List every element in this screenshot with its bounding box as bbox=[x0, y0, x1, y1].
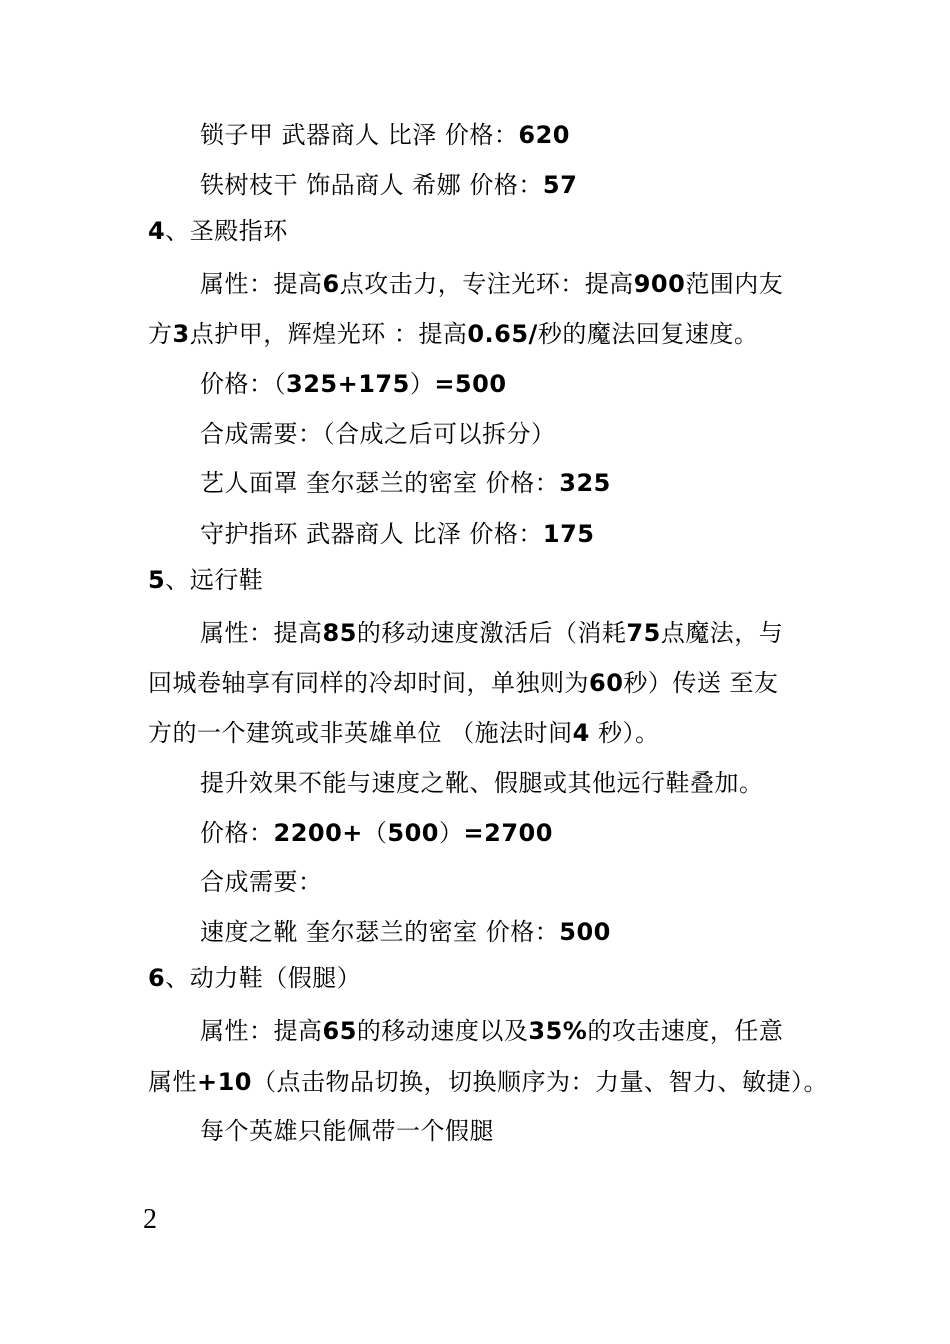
text-segment: 、动力鞋（假腿） bbox=[165, 964, 362, 992]
text-line bbox=[200, 916, 611, 948]
text-segment: 铁树枝干 饰品商人 希娜 价格： bbox=[200, 171, 543, 199]
text-line bbox=[200, 418, 556, 450]
bold-text: +10 bbox=[197, 1068, 253, 1096]
text-segment: 、远行鞋 bbox=[165, 566, 264, 594]
bold-text: 900 bbox=[633, 270, 686, 298]
text-segment: 合成需要： bbox=[200, 868, 323, 896]
text-segment: 方 bbox=[148, 320, 173, 348]
text-segment: 属性：提高 bbox=[200, 619, 323, 647]
section-heading bbox=[148, 564, 263, 596]
bold-text: 175 bbox=[542, 520, 595, 548]
text-segment: 价格： bbox=[200, 819, 274, 847]
text-segment: 合成需要：（合成之后可以拆分） bbox=[200, 420, 556, 448]
text-line bbox=[148, 717, 659, 749]
text-segment: 点护甲，辉煌光环 ：提高 bbox=[189, 320, 468, 348]
text-line bbox=[200, 268, 783, 300]
bold-text: 500 bbox=[559, 918, 611, 946]
bold-text: 75 bbox=[626, 619, 661, 647]
bold-text: 500 bbox=[387, 819, 440, 847]
text-segment: 秒的魔法回复速度。 bbox=[537, 320, 759, 348]
text-line bbox=[148, 318, 758, 350]
text-segment: 的移动速度以及 bbox=[356, 1017, 529, 1045]
text-line bbox=[200, 617, 783, 649]
text-line bbox=[200, 467, 611, 499]
text-segment: （点击物品切换，切换顺序为：力量、智力、敏捷）。 bbox=[252, 1068, 829, 1096]
bold-text: 85 bbox=[322, 619, 357, 647]
bold-text: 2200+ bbox=[273, 819, 363, 847]
text-segment: 提升效果不能与速度之靴、假腿或其他远行鞋叠加。 bbox=[200, 769, 764, 797]
page-number: 2 bbox=[143, 1204, 157, 1235]
bold-text: 5 bbox=[148, 566, 166, 594]
text-segment: 的攻击速度，任意 bbox=[587, 1017, 784, 1045]
text-line bbox=[200, 169, 577, 201]
text-line bbox=[200, 866, 323, 898]
bold-text: 4 bbox=[572, 719, 590, 747]
text-segment: 、圣殿指环 bbox=[165, 217, 288, 245]
bold-text: 6 bbox=[322, 270, 340, 298]
bold-text: 6 bbox=[148, 964, 166, 992]
bold-text: 35% bbox=[528, 1017, 588, 1045]
text-line bbox=[200, 518, 595, 550]
bold-text: 3 bbox=[172, 320, 190, 348]
bold-text: =500 bbox=[434, 370, 507, 398]
text-segment: 回城卷轴享有同样的冷却时间，单独则为 bbox=[148, 669, 589, 697]
text-segment: （ bbox=[362, 819, 388, 847]
bold-text: 325 bbox=[559, 469, 611, 497]
text-segment: 每个英雄只能佩带一个假腿 bbox=[200, 1117, 494, 1145]
bold-text: 620 bbox=[518, 121, 570, 149]
text-segment: ） bbox=[409, 370, 435, 398]
text-line bbox=[200, 119, 570, 151]
text-segment: 属性 bbox=[148, 1068, 197, 1096]
bold-text: 325+175 bbox=[286, 370, 410, 398]
bold-text: 0.65/ bbox=[467, 320, 538, 348]
text-segment: 锁子甲 武器商人 比泽 价格： bbox=[200, 121, 519, 149]
text-segment: 点攻击力，专注光环：提高 bbox=[339, 270, 634, 298]
text-line bbox=[200, 1115, 494, 1147]
bold-text: =2700 bbox=[463, 819, 553, 847]
bold-text: 60 bbox=[589, 669, 624, 697]
text-line bbox=[200, 368, 507, 400]
text-segment: 属性：提高 bbox=[200, 1017, 323, 1045]
bold-text: 57 bbox=[542, 171, 578, 199]
text-segment: 艺人面罩 奎尔瑟兰的密室 价格： bbox=[200, 469, 560, 497]
text-segment: 守护指环 武器商人 比泽 价格： bbox=[200, 520, 543, 548]
text-segment: 速度之靴 奎尔瑟兰的密室 价格： bbox=[200, 918, 560, 946]
text-segment: 点魔法，与 bbox=[660, 619, 784, 647]
text-segment: ） bbox=[439, 819, 464, 847]
bold-text: 65 bbox=[322, 1017, 357, 1045]
text-segment: 属性：提高 bbox=[200, 270, 323, 298]
text-line bbox=[200, 1015, 783, 1047]
text-line bbox=[148, 667, 779, 699]
section-heading bbox=[148, 215, 288, 247]
text-line bbox=[200, 767, 764, 799]
bold-text: 4 bbox=[148, 217, 166, 245]
text-segment: 秒）传送 至友 bbox=[623, 669, 779, 697]
text-segment: 秒）。 bbox=[589, 719, 660, 747]
text-line bbox=[148, 1066, 828, 1098]
text-segment: 方的一个建筑或非英雄单位 （施法时间 bbox=[148, 719, 573, 747]
text-line bbox=[200, 817, 553, 849]
text-segment: 的移动速度激活后（消耗 bbox=[356, 619, 627, 647]
section-heading bbox=[148, 962, 361, 994]
text-segment: 价格：（ bbox=[200, 370, 286, 398]
text-segment: 范围内友 bbox=[685, 270, 784, 298]
